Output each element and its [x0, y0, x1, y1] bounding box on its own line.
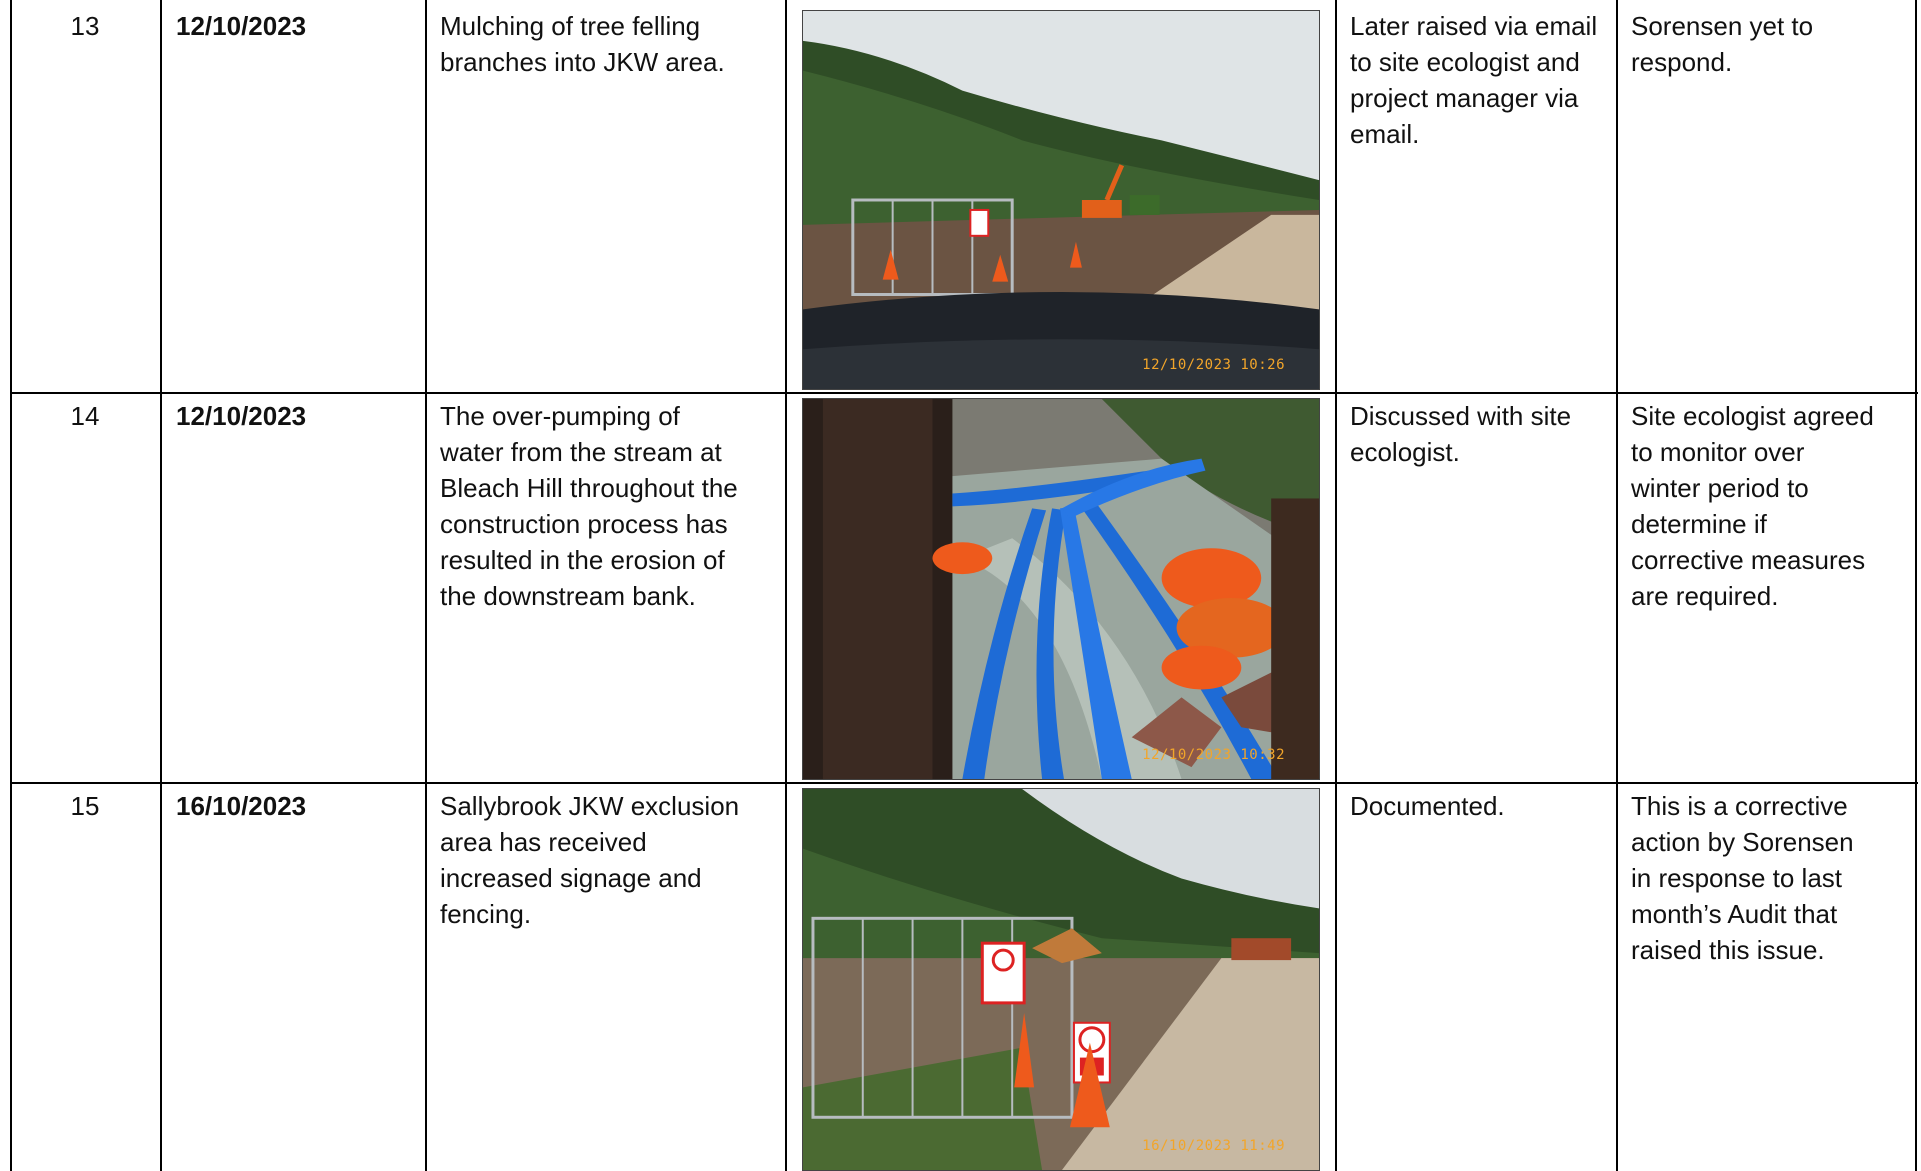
column-divider: [785, 0, 787, 1171]
row-number: 14: [70, 401, 100, 431]
row-status: [1631, 8, 1913, 80]
status-line: determine if: [1631, 509, 1767, 539]
action-line: project manager via: [1350, 83, 1579, 113]
photo-timestamp: 12/10/2023 10:26: [1142, 357, 1285, 373]
row-description: [440, 398, 782, 614]
table-border-left: [10, 0, 12, 1171]
column-divider: [425, 0, 427, 1171]
row-number: 15: [70, 791, 100, 821]
row-status: [1631, 398, 1915, 614]
description-line: Sallybrook JKW exclusion: [440, 791, 740, 821]
description-line: branches into JKW area.: [440, 47, 725, 77]
row-date: 12/10/2023: [176, 11, 307, 41]
row-number: 13: [70, 11, 100, 41]
action-line: email.: [1350, 119, 1420, 149]
row-action: [1350, 398, 1612, 470]
row-divider: [10, 782, 1918, 784]
column-divider: [160, 0, 162, 1171]
description-line: resulted in the erosion of: [440, 545, 725, 575]
table-grid: [10, 0, 1918, 1171]
description-line: increased signage and: [440, 863, 702, 893]
row-date: 12/10/2023: [176, 401, 307, 431]
description-line: construction process has: [440, 509, 728, 539]
status-line: raised this issue.: [1631, 935, 1825, 965]
status-line: respond.: [1631, 47, 1733, 77]
action-line: Discussed with site: [1350, 401, 1572, 431]
status-line: winter period to: [1631, 473, 1809, 503]
row-action: [1350, 788, 1612, 824]
description-line: water from the stream at: [440, 437, 722, 467]
status-line: Site ecologist agreed: [1631, 401, 1874, 431]
status-line: corrective measures: [1631, 545, 1866, 575]
status-line: action by Sorensen: [1631, 827, 1854, 857]
description-line: The over-pumping of: [440, 401, 680, 431]
status-line: to monitor over: [1631, 437, 1805, 467]
description-line: the downstream bank.: [440, 581, 696, 611]
status-line: This is a corrective: [1631, 791, 1848, 821]
status-line: are required.: [1631, 581, 1779, 611]
description-line: Bleach Hill throughout the: [440, 473, 738, 503]
row-status: [1631, 788, 1915, 968]
action-line: Later raised via email: [1350, 11, 1598, 41]
description-line: fencing.: [440, 899, 532, 929]
site-photo-roadside-fencing: [802, 10, 1320, 390]
status-line: Sorensen yet to: [1631, 11, 1814, 41]
status-line: month’s Audit that: [1631, 899, 1838, 929]
description-line: area has received: [440, 827, 647, 857]
column-divider: [1616, 0, 1618, 1171]
description-line: Mulching of tree felling: [440, 11, 701, 41]
row-divider: [10, 392, 1918, 394]
action-line: Documented.: [1350, 791, 1505, 821]
status-line: in response to last: [1631, 863, 1843, 893]
action-line: ecologist.: [1350, 437, 1460, 467]
site-photo-stream-pipes: [802, 398, 1320, 780]
photo-timestamp: 16/10/2023 11:49: [1142, 1138, 1285, 1154]
photo-timestamp: 12/10/2023 10:32: [1142, 747, 1285, 763]
row-date: 16/10/2023: [176, 791, 307, 821]
action-line: to site ecologist and: [1350, 47, 1580, 77]
row-description: [440, 788, 782, 932]
site-photo-exclusion-area: [802, 788, 1320, 1171]
column-divider: [1335, 0, 1337, 1171]
row-action: [1350, 8, 1612, 152]
row-description: [440, 8, 780, 80]
table-border-right: [1915, 0, 1917, 1171]
